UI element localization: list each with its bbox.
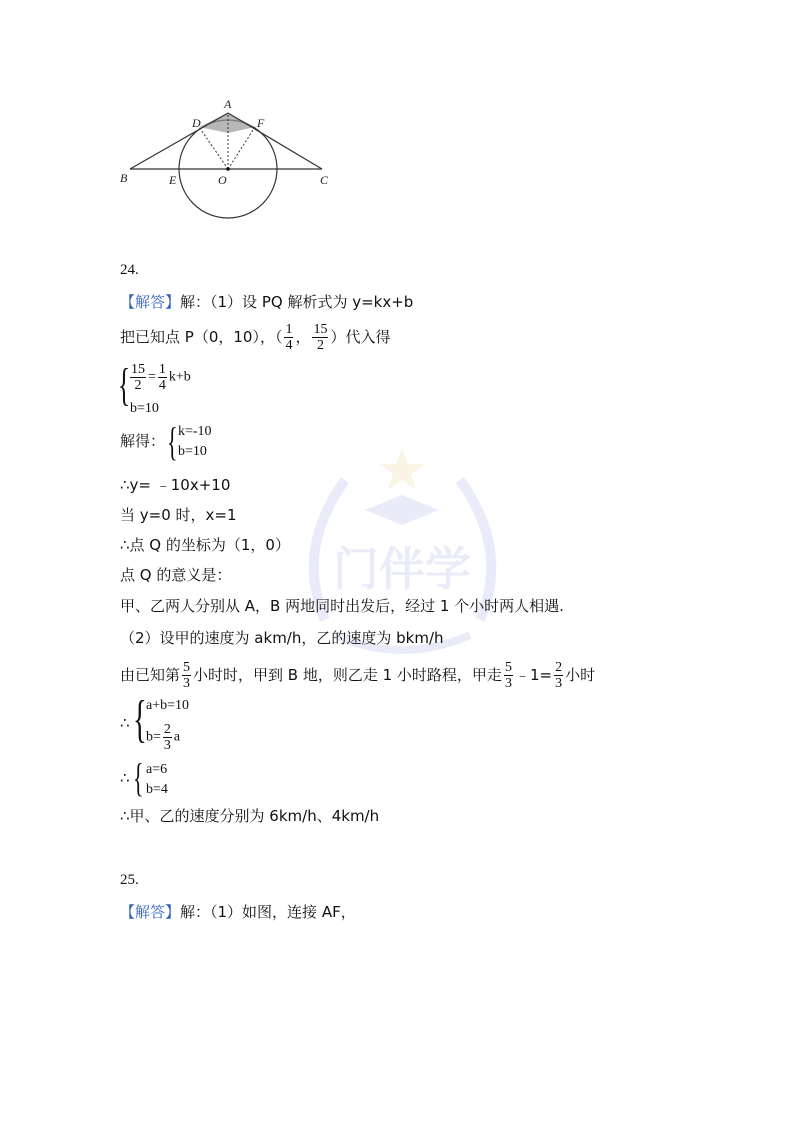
system-3-eq2 xyxy=(146,722,180,753)
shaded-region xyxy=(199,113,255,133)
system-2-eq2: b=10 xyxy=(178,444,207,459)
brace-system-1: { xyxy=(118,359,131,410)
q25-line-intro xyxy=(120,902,356,922)
label-f: F xyxy=(257,116,265,130)
known-text-a: 由已知第 xyxy=(120,666,181,684)
known-text-c: ﹣1= xyxy=(514,666,553,684)
system-4-eq2: b=4 xyxy=(146,782,168,797)
k-plus-b: k+b xyxy=(168,369,191,385)
dashed-of xyxy=(228,127,255,169)
system-3-eq1: a+b=10 xyxy=(146,698,190,713)
fraction-1-4: $\frac{1}{4}$ xyxy=(158,362,166,393)
label-d: D xyxy=(192,116,201,130)
watermark-text: 门伴学 xyxy=(333,542,471,596)
equals: = xyxy=(148,369,156,385)
question-number-25: 25. xyxy=(120,872,139,888)
fraction-5-3-b: $\frac{5}{3}$ xyxy=(504,660,512,691)
known-text-d: 小时 xyxy=(565,666,596,684)
therefore-symbol: ∴ xyxy=(120,714,130,732)
label-b: B xyxy=(120,171,128,185)
q24-line-meaning: 点 Q 的意义是： xyxy=(120,566,232,584)
dashed-od xyxy=(199,127,228,169)
solve-label: 解得： xyxy=(120,432,166,450)
q24-line-known xyxy=(120,660,595,691)
label-o: O xyxy=(218,173,227,187)
q24-line-intro xyxy=(120,292,413,312)
q24-line-meet: 甲、乙两人分别从 A，B 两地同时出发后，经过 1 个小时两人相遇. xyxy=(120,597,564,615)
label-a: A xyxy=(224,97,232,111)
q24-intro-text: 解：（1）设 PQ 解析式为 y=kx+b xyxy=(180,293,414,311)
q24-line-y: ∴y= ﹣10x+10 xyxy=(120,476,231,494)
geometry-figure xyxy=(110,92,340,222)
q25-intro-text: 解：（1）如图，连接 AF， xyxy=(180,903,356,921)
label-e: E xyxy=(169,173,177,187)
b-equals: b= xyxy=(146,729,161,745)
fraction-1-4: $\frac{1}{4}$ xyxy=(285,322,293,353)
q24-line-final: ∴甲、乙的速度分别为 6km/h、4km/h xyxy=(120,807,380,825)
label-c: C xyxy=(320,173,329,187)
system-1-eq1 xyxy=(128,362,191,393)
q24-line-points xyxy=(120,322,390,353)
fraction-5-3: $\frac{5}{3}$ xyxy=(183,660,191,691)
comma: ， xyxy=(295,328,311,346)
q24-line-part2: （2）设甲的速度为 akm/h，乙的速度为 bkm/h xyxy=(120,629,444,647)
fraction-15-2: $\frac{15}{2}$ xyxy=(131,362,145,393)
fraction-2-3: $\frac{2}{3}$ xyxy=(555,660,563,691)
question-number-24: 24. xyxy=(120,262,139,278)
system-4-eq1: a=6 xyxy=(146,762,168,777)
point-o xyxy=(226,167,230,171)
answer-tag: 【解答】 xyxy=(120,903,181,921)
a-var: a xyxy=(173,729,181,745)
q24-points-text-b: ）代入得 xyxy=(330,328,391,346)
q24-line-q: ∴点 Q 的坐标为（1，0） xyxy=(120,536,290,554)
q24-points-text-a: 把已知点 P（0，10），（ xyxy=(120,328,283,346)
known-text-b: 小时时，甲到 B 地，则乙走 1 小时路程，甲走 xyxy=(193,666,502,684)
therefore-symbol-2: ∴ xyxy=(120,769,130,787)
system-1-eq2: b=10 xyxy=(130,401,159,416)
fraction-15-2: $\frac{15}{2}$ xyxy=(313,322,328,353)
system-2-eq1: k=-10 xyxy=(178,424,212,439)
fraction-2-3: $\frac{2}{3}$ xyxy=(163,722,171,753)
line-ac xyxy=(228,113,322,169)
line-ba xyxy=(130,113,228,169)
brace-system-4: { xyxy=(133,755,144,800)
brace-system-2: { xyxy=(167,419,178,464)
brace-system-3: { xyxy=(133,691,147,748)
answer-tag: 【解答】 xyxy=(120,293,181,311)
q24-line-when: 当 y=0 时，x=1 xyxy=(120,506,237,524)
